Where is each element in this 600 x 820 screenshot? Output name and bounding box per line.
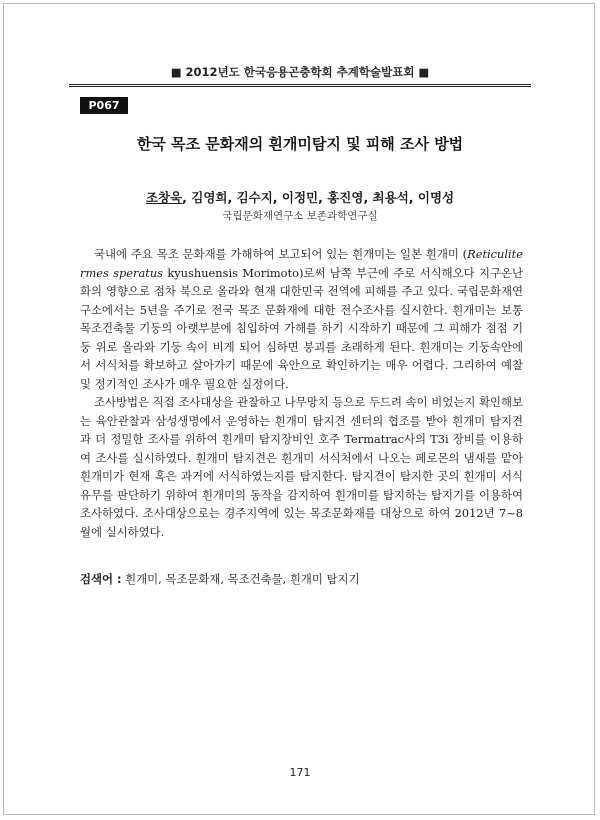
species-name-italic: Reticulitermes speratus — [80, 247, 523, 280]
page-number: 171 — [289, 766, 311, 779]
abstract-paragraph-2: 조사방법은 직접 조사대상을 관찰하고 나무망치 등으로 두드려 속이 비었는지 확인해보는 육안관찰과 삼성생명에서 운영하는 흰개미 탐지견 센터의 협조를 받아 흰개미 탐지견과 더 정밀한 조사를 위하여 흰개미 탐지장비인 호주 Termatrac사의 T3i 장비를 이용하여 조사를 실시하였다. 흰개미 탐지견은 흰개미 서식처에서 나오는 페로몬의 냄새를 맡아 흰개미가 현재 혹은 과거에 서식하였는지를 탐지한다. 탐지견이 탐지한 곳의 흰개미 서식 유무를 판단하기 위하여 흰개미의 동작을 감지하여 흰개미를 탐지하는 탐지기를 이용하여 조사하였다. 조사대상으로는 경주지역에 있는 목조문화재를 대상으로 하여 2012년 7~8월에 실시하였다. — [80, 395, 523, 539]
first-author: 조창욱 — [145, 190, 183, 205]
paper-title: 한국 목조 문화재의 흰개미탐지 및 피해 조사 방법 — [136, 135, 464, 153]
header-rule-bottom — [69, 86, 531, 87]
co-authors: , 김영희, 김수지, 이정민, 홍진영, 최용석, 이명성 — [182, 190, 455, 205]
paragraph-1-rest: kyushuensis Morimoto)로써 남쪽 부근에 주로 서식해오다 지구온난화의 영향으로 점차 북으로 올라와 현재 대한민국 전역에 피해를 주고 있다. 국립문화재연구소에서는 5년을 주기로 전국 목조 문화재에 대한 전수조사를 실시한다. 흰개미는 보통 목조건축물 기둥의 아랫부분에 침입하여 가해를 하기 시작하기 때문에 그 피해가 점점 기둥 위로 올라와 기둥 속이 비게 되어 심하면 붕괴를 초래하게 된다. 흰개미는 기둥속안에서 서식처를 확보하고 살아가기 때문에 육안으로 확인하기는 매우 어렵다. 그리하여 예찰 및 정기적인 조사가 매우 필요한 실정이다. — [80, 265, 524, 391]
conference-header: ■ 2012년도 한국응용곤충학회 추계학술발표회 ■ — [170, 65, 430, 79]
affiliation: 국립문화재연구소 보존과학연구실 — [222, 210, 378, 222]
abstract-body — [80, 245, 523, 541]
author-list — [0, 188, 600, 206]
poster-code-badge: P067 — [80, 97, 128, 114]
keywords-label: 검색어 : — [80, 572, 122, 586]
keywords-list: 흰개미, 목조문화재, 목조건축물, 흰개미 탐지기 — [125, 572, 360, 586]
header-rule-top — [69, 84, 531, 85]
keywords-line — [80, 570, 523, 588]
abstract-paragraph-1 — [80, 245, 523, 393]
paragraph-1-lead: 국내에 주요 목조 문화재를 가해하여 보고되어 있는 흰개미는 일본 흰개미 ( — [94, 247, 468, 261]
